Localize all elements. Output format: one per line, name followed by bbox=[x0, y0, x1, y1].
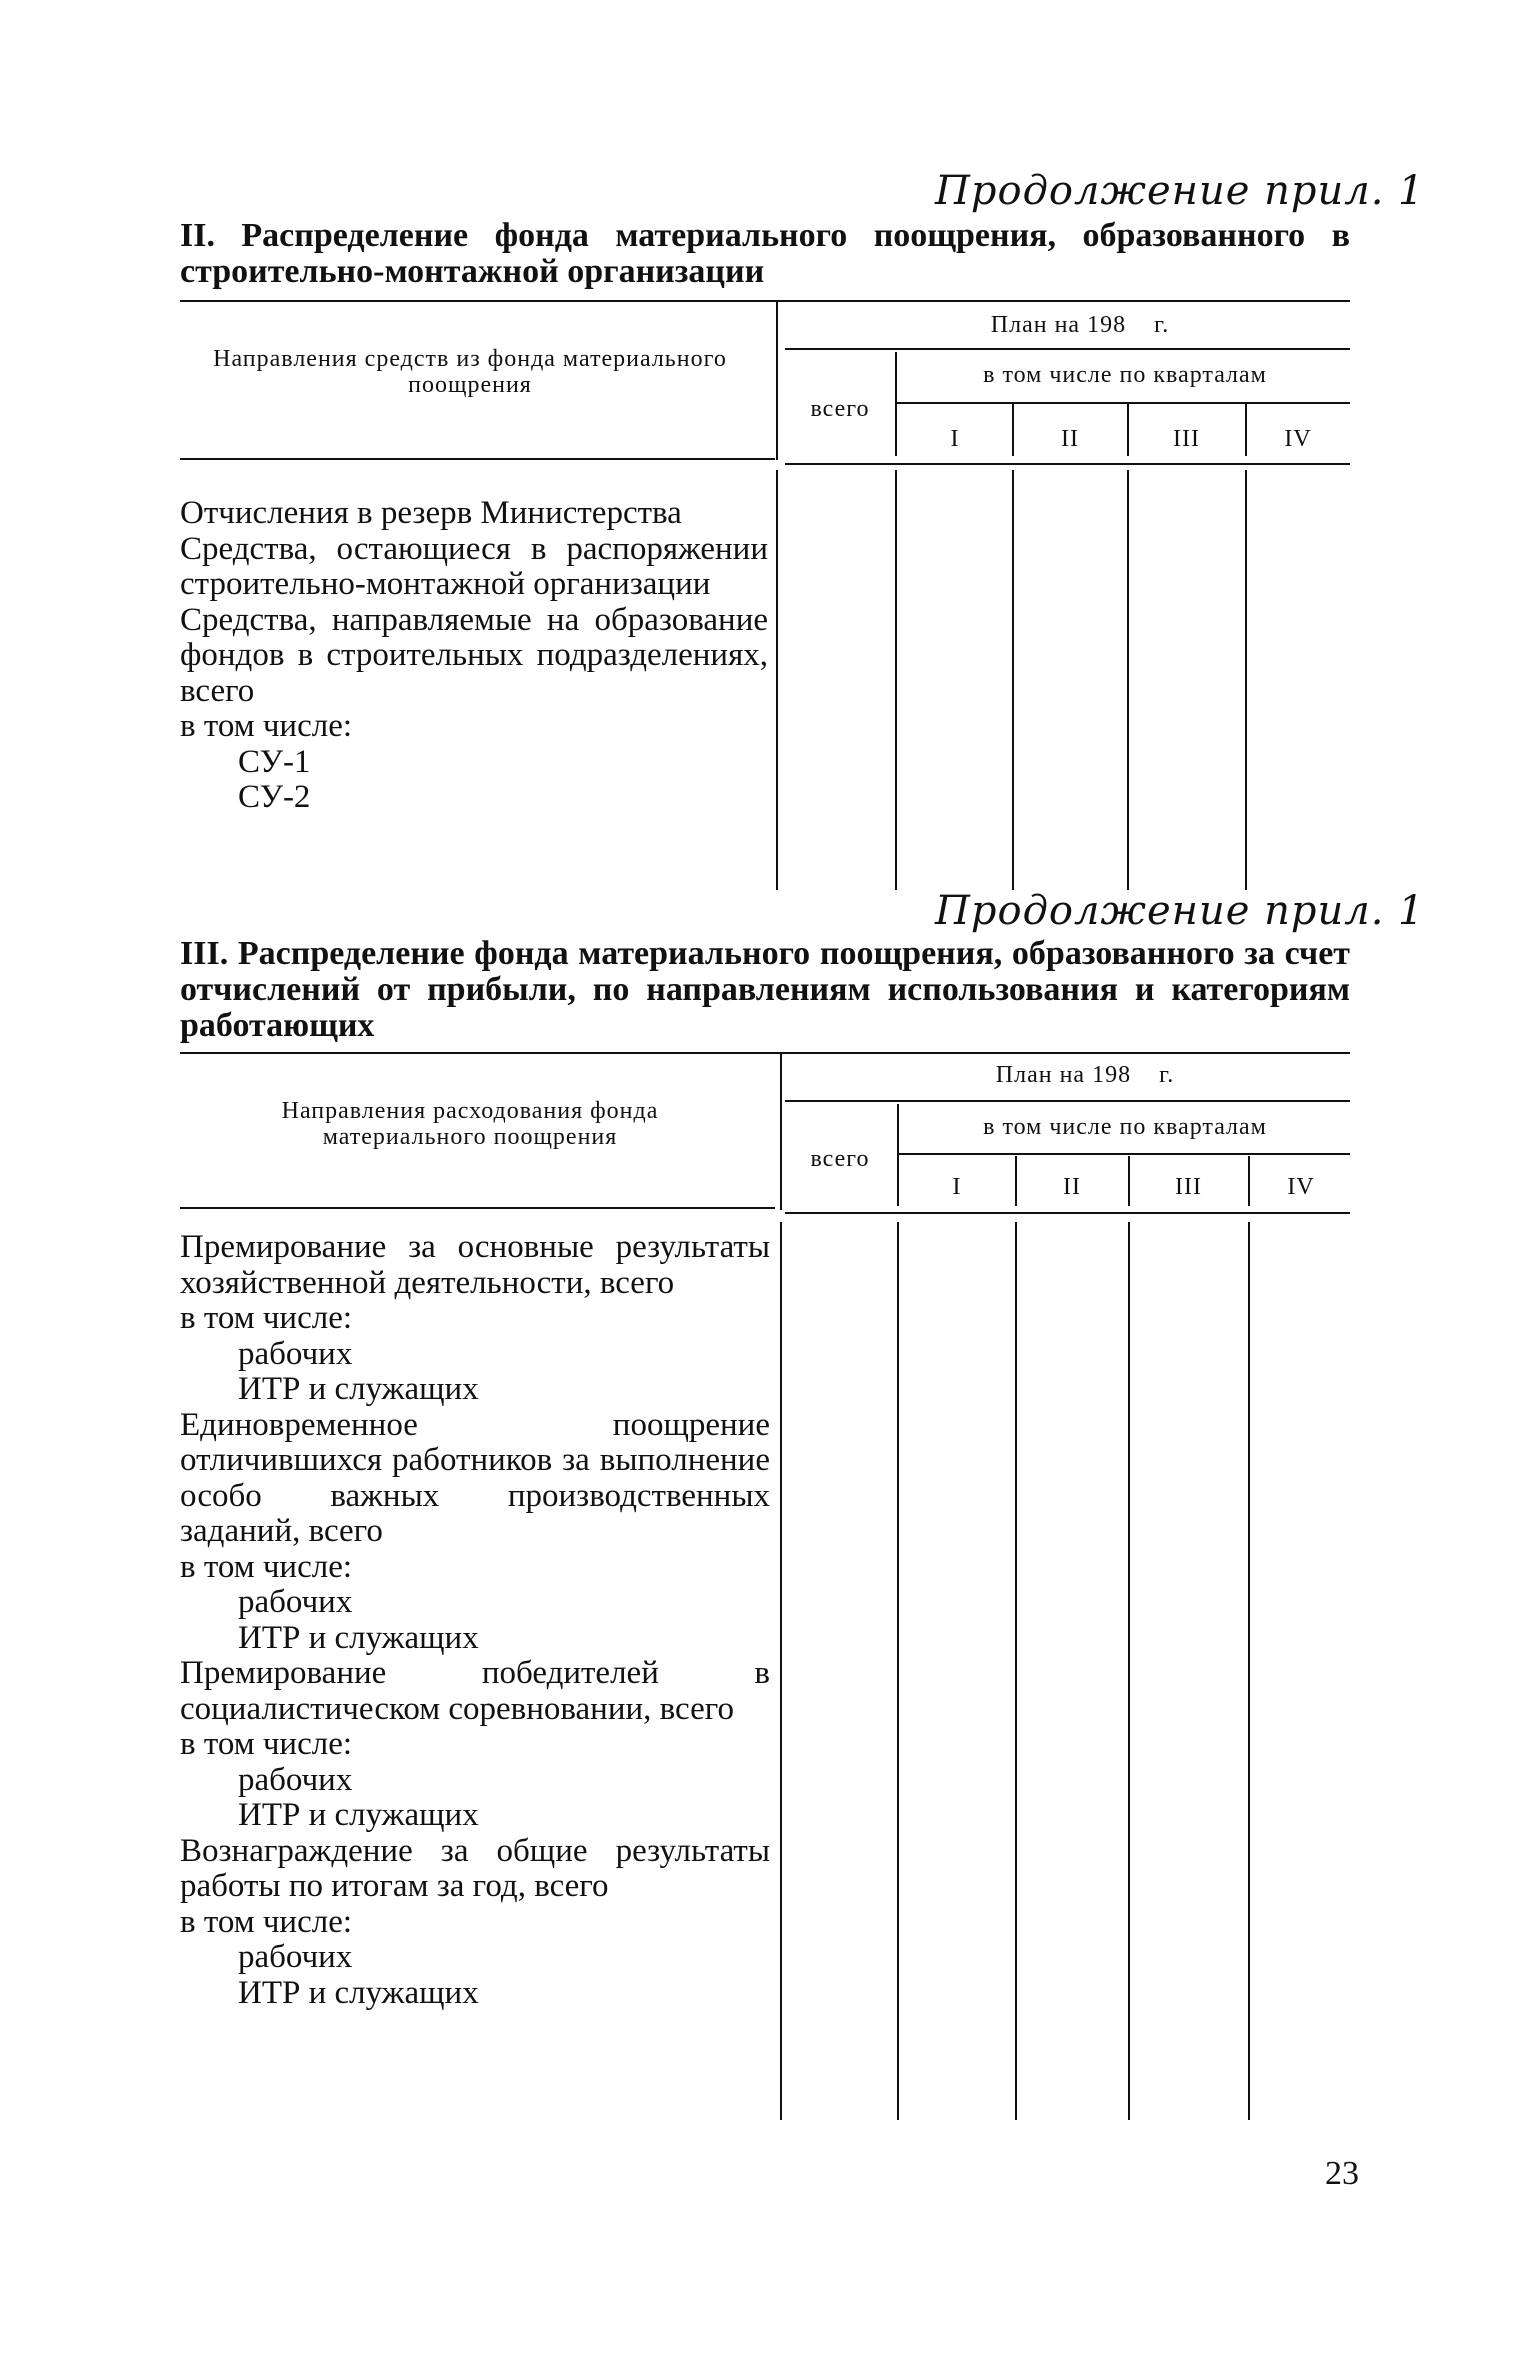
list-item: Премирование победителей в социалистическом соревновании, всего bbox=[180, 1655, 770, 1727]
quarters-header: в том числе по кварталам bbox=[983, 1114, 1267, 1140]
column-divider bbox=[780, 1052, 782, 1210]
list-item: рабочих bbox=[238, 1939, 353, 1975]
list-item: рабочих bbox=[238, 1761, 353, 1798]
header-bottom-rule bbox=[180, 1207, 775, 1209]
column-divider bbox=[895, 352, 897, 456]
section-title: II. Распределение фонда материального поощрения, образованного в строительно-монтажной организации bbox=[180, 217, 1350, 290]
list-item: рабочих bbox=[238, 1584, 353, 1620]
list-item: Отчисления в резерв Министерства bbox=[180, 495, 682, 531]
header-bottom-rule bbox=[785, 463, 1350, 465]
column-divider bbox=[897, 1104, 899, 1206]
list-item: ИТР и служащих bbox=[238, 1619, 479, 1656]
plan-header: План на 198 г. bbox=[990, 312, 1170, 338]
list-item: в том числе: bbox=[180, 1726, 353, 1762]
quarter-header: II bbox=[1063, 1174, 1081, 1200]
column-divider bbox=[1248, 1156, 1250, 1206]
column-header-directions: Направления средств из фонда материального поощрения bbox=[213, 346, 727, 398]
total-header: всего bbox=[810, 396, 870, 422]
list-item: рабочих bbox=[238, 1335, 353, 1372]
list-item: ИТР и служащих bbox=[238, 1974, 479, 2011]
quarter-header: I bbox=[952, 1174, 962, 1200]
quarter-header: II bbox=[1061, 426, 1079, 452]
column-divider bbox=[1012, 404, 1014, 456]
list-item: в том числе: bbox=[180, 1300, 353, 1336]
total-header: всего bbox=[810, 1146, 870, 1172]
row-list bbox=[180, 496, 768, 816]
plan-rule bbox=[785, 348, 1350, 350]
continuation-label: Продолжение прил. 1 bbox=[935, 168, 1425, 214]
section-title: III. Распределение фонда материального поощрения, образованного за счет отчислений от прибыли, по направлениям использования и категориям работающих bbox=[180, 935, 1350, 1044]
list-item: Средства, направляемые на образование фондов в строительных подразделениях, всего bbox=[180, 601, 768, 709]
quarter-header: IV bbox=[1287, 1174, 1315, 1200]
column-divider bbox=[1248, 1222, 1250, 2120]
column-divider bbox=[1015, 1222, 1017, 2120]
column-divider bbox=[1128, 1222, 1130, 2120]
quarter-header: IV bbox=[1284, 426, 1312, 452]
quarter-header: III bbox=[1173, 426, 1200, 452]
row-list bbox=[180, 1230, 770, 2011]
column-divider bbox=[897, 1222, 899, 2120]
list-item: ИТР и служащих bbox=[238, 1371, 479, 1407]
column-divider bbox=[1245, 470, 1247, 890]
list-item: СУ-1 bbox=[238, 743, 311, 780]
list-item: Премирование за основные результаты хозяйственной деятельности, всего bbox=[180, 1229, 770, 1301]
plan-rule bbox=[785, 1100, 1350, 1102]
list-item: СУ-2 bbox=[238, 779, 311, 815]
table-top-rule bbox=[180, 1052, 1350, 1054]
list-item: в том числе: bbox=[180, 708, 353, 744]
column-divider bbox=[1127, 404, 1129, 456]
list-item: Единовременное поощрение отличившихся работников за выполнение особо важных производственных заданий, всего bbox=[180, 1406, 770, 1549]
continuation-label: Продолжение прил. 1 bbox=[935, 888, 1425, 934]
quarters-header: в том числе по кварталам bbox=[983, 362, 1267, 388]
plan-header: План на 198 г. bbox=[995, 1062, 1175, 1088]
header-bottom-rule bbox=[785, 1212, 1350, 1214]
column-divider bbox=[776, 300, 778, 460]
list-item: Средства, остающиеся в распоряжении строительно-монтажной организации bbox=[180, 530, 768, 602]
list-item: Вознаграждение за общие результаты работы по итогам за год, всего bbox=[180, 1832, 770, 1904]
column-divider bbox=[780, 1222, 782, 2120]
list-item: в том числе: bbox=[180, 1548, 353, 1585]
header-bottom-rule bbox=[180, 458, 775, 460]
page-number: 23 bbox=[1325, 2155, 1359, 2192]
quarter-header: I bbox=[950, 426, 960, 452]
column-divider bbox=[1245, 404, 1247, 456]
quarters-rule bbox=[899, 1153, 1350, 1155]
column-header-directions: Направления расходования фонда материального поощрения bbox=[281, 1098, 659, 1150]
quarters-rule bbox=[897, 402, 1350, 404]
column-divider bbox=[895, 470, 897, 890]
table-top-rule bbox=[180, 300, 1350, 302]
column-divider bbox=[1128, 1156, 1130, 1206]
column-divider bbox=[1127, 470, 1129, 890]
list-item: в том числе: bbox=[180, 1903, 353, 1940]
list-item: ИТР и служащих bbox=[238, 1797, 479, 1833]
column-divider bbox=[1012, 470, 1014, 890]
column-divider bbox=[776, 470, 778, 890]
quarter-header: III bbox=[1175, 1174, 1202, 1200]
